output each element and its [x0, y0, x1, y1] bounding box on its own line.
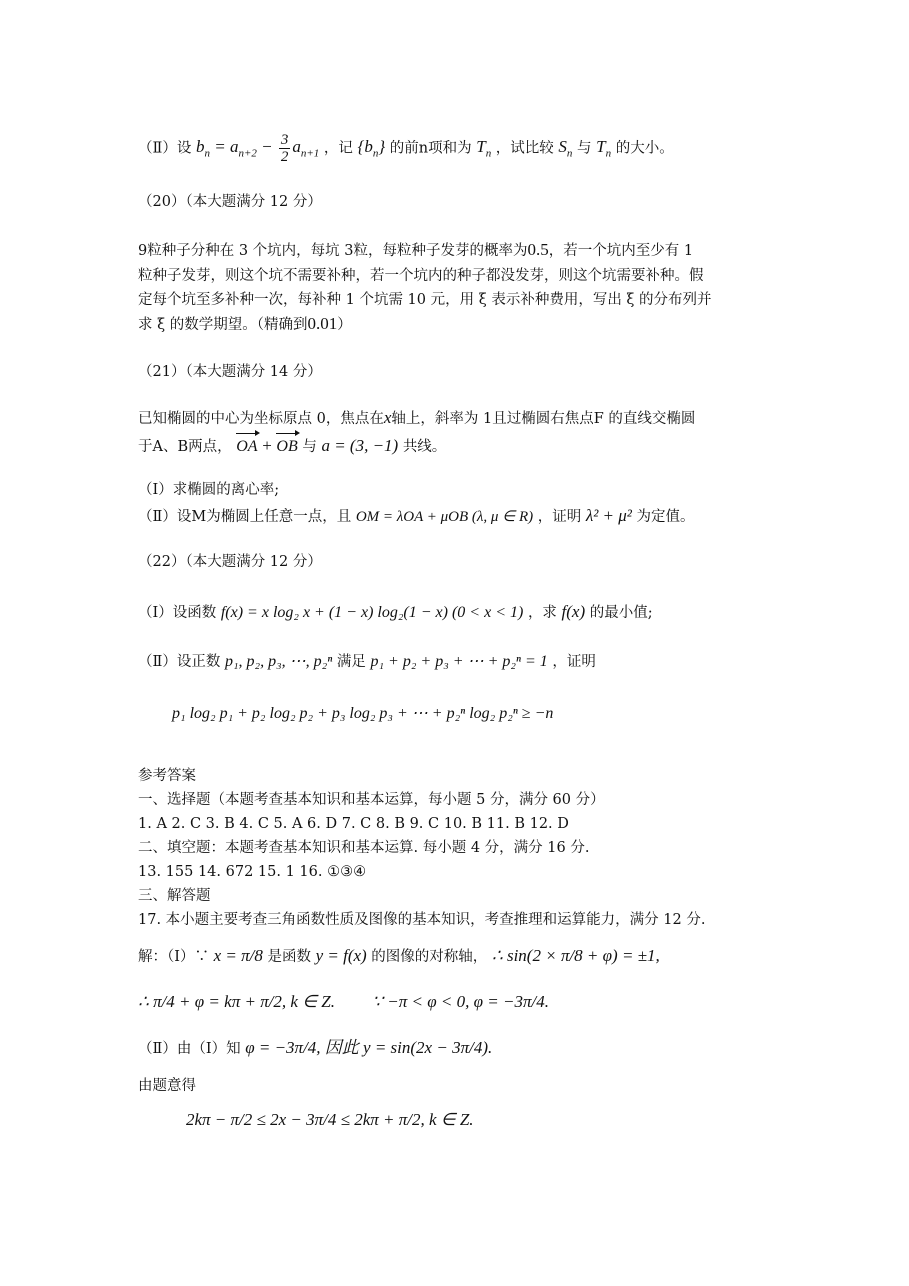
- q22-inequality: [172, 704, 553, 724]
- q22-part2a: （Ⅱ）设正数: [138, 654, 221, 670]
- q19-formula: $b_n = a_{n+2}$ − $\frac{3}{2}$ $a_{n+1}$: [195, 132, 320, 165]
- q19-mid: ，记: [323, 140, 353, 157]
- q22-fx: f(x): [561, 602, 586, 621]
- q20-line4b: ）: [337, 317, 352, 333]
- q22-function: f(x) = x log₂ x + (1 − x) log₂(1 − x) (0 < x < 1): [220, 604, 524, 621]
- q21-header: （21）（本大题满分 14 分）: [138, 364, 322, 380]
- q19-tn: $T_n$: [476, 137, 492, 160]
- q20-line4: [138, 314, 352, 335]
- solution-line4: 由题意得: [138, 1078, 196, 1094]
- answers-section2-list: 13. 155 14. 672 15. 1 16. ①③④: [138, 864, 367, 880]
- q20-line1b: ，若一个坑内至少有 1: [548, 243, 694, 259]
- q21-line1a: 已知椭圆的中心为坐标原点 0，焦点在: [138, 411, 384, 427]
- q21-line2c: 共线。: [402, 439, 447, 455]
- q19-seq: $\{b_n\}$: [357, 137, 386, 160]
- q19-part2-prefix: （Ⅱ）设: [138, 140, 192, 157]
- q20-precision: 0.01: [307, 314, 338, 333]
- q22-ineq: p₁ log₂ p₁ + p₂ log₂ p₂ + p₃ log₂ p₃ + ⋯ + p₂ⁿ log₂ p₂ⁿ ≥ −n: [172, 705, 554, 722]
- q20-line1: [138, 240, 693, 261]
- solution-line1b: 是函数: [267, 949, 311, 965]
- solution-line3b: φ = −3π/4, 因此 y = sin(2x − 3π/4).: [245, 1038, 493, 1057]
- q22-part2: [138, 652, 596, 672]
- q20-line4a: 求 ξ 的数学期望。（精确到: [138, 317, 308, 333]
- q21-part2b: ，证明: [537, 509, 582, 525]
- q22-ps: p₁, p₂, p₃, ⋯, p₂ⁿ: [224, 653, 333, 670]
- solution-line2a: ∴ π/4 + φ = kπ + π/2, k ∈ Z.: [138, 992, 335, 1011]
- q21-part2a: （Ⅱ）设M为椭圆上任意一点，且: [138, 509, 352, 525]
- answers-section3: 三、解答题: [138, 888, 211, 904]
- q22-part1c: 的最小值;: [589, 605, 653, 621]
- q22-part1a: （Ⅰ）设函数: [138, 605, 217, 621]
- q21-plus: +: [262, 436, 272, 455]
- solution-line2: [138, 992, 549, 1013]
- q21-line2: [138, 436, 446, 457]
- q20-prob: 0.5: [527, 240, 549, 259]
- solution-line3a: （Ⅱ）由（Ⅰ）知: [138, 1041, 241, 1057]
- q21-part2c: 为定值。: [636, 509, 695, 525]
- solution-inequality: 2kπ − π/2 ≤ 2x − 3π/4 ≤ 2kπ + π/2, k ∈ Z.: [186, 1110, 474, 1129]
- q19-sn: $S_n$: [558, 137, 573, 160]
- answers-section2: 二、填空题：本题考查基本知识和基本运算. 每小题 4 分，满分 16 分.: [138, 840, 590, 856]
- q19-text3: 与: [577, 140, 592, 157]
- solution-line3: [138, 1038, 492, 1059]
- q19-part2: [138, 132, 674, 165]
- q21-xvar: x: [383, 408, 392, 427]
- q19-tn2: $T_n$: [596, 137, 612, 160]
- q21-part2: [138, 506, 695, 527]
- solution-y: y = f(x): [315, 946, 367, 965]
- answers-section1: 一、选择题（本题考查基本知识和基本运算，每小题 5 分，满分 60 分）: [138, 792, 605, 808]
- answers-section1-list: 1. A 2. C 3. B 4. C 5. A 6. D 7. C 8. B 9. C 10. B 11. B 12. D: [138, 816, 569, 832]
- q22-header: （22）（本大题满分 12 分）: [138, 554, 322, 570]
- q21-part1: （Ⅰ）求椭圆的离心率;: [138, 482, 280, 498]
- solution-line1a: 解：（Ⅰ）∵: [138, 949, 209, 965]
- q22-part2b: 满足: [336, 654, 366, 670]
- q22-part2c: ，证明: [552, 654, 596, 670]
- q22-part1: [138, 602, 653, 623]
- q20-header: （20）（本大题满分 12 分）: [138, 194, 322, 210]
- q21-line1: [138, 408, 695, 429]
- solution-sin: ∴ sin(2 × π/8 + φ) = ±1,: [491, 946, 660, 965]
- solution-x: x = π/8: [213, 946, 263, 965]
- q22-sum: p₁ + p₂ + p₃ + ⋯ + p₂ⁿ = 1: [370, 653, 548, 670]
- solution-line1: [138, 946, 660, 967]
- solution-line5: [186, 1110, 474, 1131]
- q21-line2a: 于A、B两点，: [138, 439, 232, 455]
- q22-part1b: ，求: [527, 605, 557, 621]
- solution-line2b: ∵ −π < φ < 0, φ = −3π/4.: [372, 992, 549, 1011]
- solution-line1c: 的图像的对称轴，: [371, 949, 488, 965]
- vector-ob: OB: [276, 438, 298, 455]
- q19-text2: ，试比较: [495, 140, 554, 157]
- q21-line2b: 与: [302, 439, 317, 455]
- q19-text4: 的大小。: [615, 140, 674, 157]
- q21-lambda-mu: λ² + μ²: [585, 506, 632, 525]
- q21-om-formula: OM = λOA + μOB (λ, μ ∈ R): [355, 509, 534, 525]
- answers-q17: 17. 本小题主要考查三角函数性质及图像的基本知识，考查推理和运算能力，满分 12 分.: [138, 912, 706, 928]
- q20-line2: 粒种子发芽，则这个坑不需要补种，若一个坑内的种子都没发芽，则这个坑需要补种。假: [138, 268, 704, 284]
- q21-line1b: 轴上，斜率为 1且过椭圆右焦点F 的直线交椭圆: [391, 411, 696, 427]
- vector-a: a = (3, −1): [321, 436, 399, 455]
- answers-title: 参考答案: [138, 768, 196, 784]
- vector-oa: OA: [236, 438, 258, 455]
- q20-line1a: 9粒种子分种在 3 个坑内，每坑 3粒，每粒种子发芽的概率为: [138, 243, 528, 259]
- q19-text: 的前n项和为: [389, 140, 472, 157]
- q20-line3: 定每个坑至多补种一次，每补种 1 个坑需 10 元，用 ξ 表示补种费用，写出 ξ 的分布列并: [138, 292, 712, 308]
